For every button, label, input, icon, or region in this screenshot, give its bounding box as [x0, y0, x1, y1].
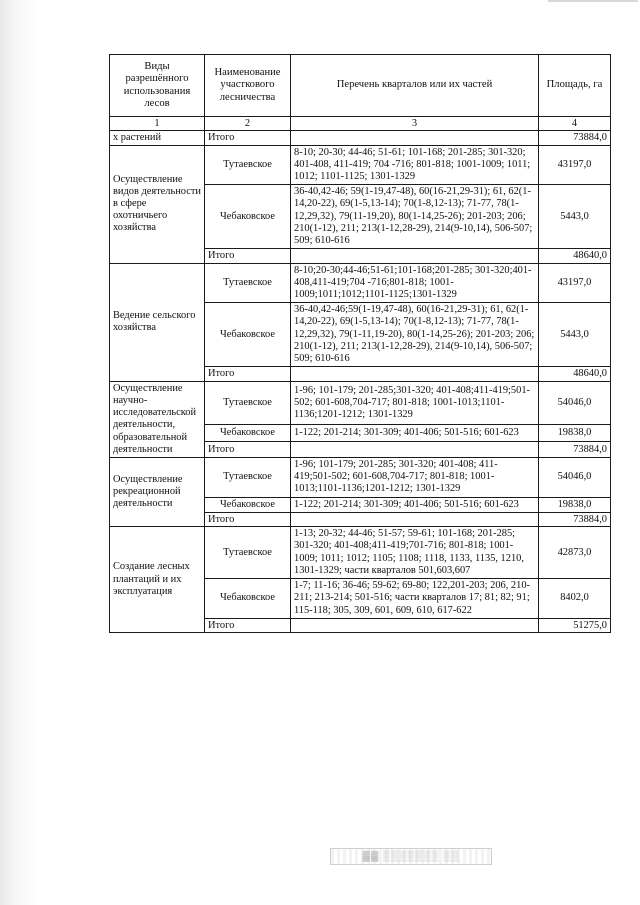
use-kind-cell: Осуществление видов деятельности в сфере охотничьего хозяйства [110, 145, 205, 263]
area-value-cell: 5443,0 [539, 303, 611, 367]
area-value-cell: 19838,0 [539, 425, 611, 442]
table-row [110, 381, 611, 425]
quarters-list-cell: 8-10; 20-30; 44-46; 51-61; 101-168; 201-285; 301-320; 401-408, 411-419; 704 -716; 801-818; 1001-1009; 1011; 1012; 1101-1125; 1301-1329 [291, 145, 539, 185]
column-number-row [110, 117, 611, 131]
area-value-cell: 8402,0 [539, 579, 611, 619]
header-forestry: Наименование участкового лесничества [205, 55, 291, 117]
total-area: 73884,0 [539, 131, 611, 146]
area-value-cell: 19838,0 [539, 497, 611, 512]
quarters-list-cell: 8-10;20-30;44-46;51-61;101-168;201-285; 301-320;401-408,411-419;704 -716;801-818; 1001-1009;1011;1012;1101-1125;1301-1329 [291, 263, 539, 303]
column-number: 3 [291, 117, 539, 131]
total-area: 51275,0 [539, 618, 611, 633]
quarters-list-cell: 1-122; 201-214; 301-309; 401-406; 501-516; 601-623 [291, 425, 539, 442]
total-label: Итого [205, 618, 291, 633]
forestry-name-cell: Тутаевское [205, 263, 291, 303]
header-quarters: Перечень кварталов или их частей [291, 55, 539, 117]
use-kind-cell: Осуществление рекреационной деятельности [110, 457, 205, 526]
total-empty-cell [291, 131, 539, 146]
total-empty-cell [291, 512, 539, 527]
quarters-list-cell: 36-40,42-46;59(1-19,47-48), 60(16-21,29-31); 61, 62(1-14,20-22), 69(1-5,13-14); 70(1-8,12-13); 71-77, 78(1-12,29,32), 79(1-11,19-20), 80(1-14,25-26); 201-203; 206; 210(1-12), 211; 213(1-12,28-29), 214(9-10,14), 506-507; 509; 610-616 [291, 303, 539, 367]
column-number: 2 [205, 117, 291, 131]
area-value-cell: 54046,0 [539, 381, 611, 425]
quarters-list-cell: 36-40,42-46; 59(1-19,47-48), 60(16-21,29-31); 61, 62(1-14,20-22), 69(1-5,13-14); 70(1-8,12-13); 71-77, 78(1-12,29,32), 79(11-19,20), 80(1-14,25-26); 201-203; 206; 210(1-12), 211; 213(1-12,28-29), 214(9-10,14), 506-507; 509; 610-616 [291, 185, 539, 249]
area-value-cell: 54046,0 [539, 457, 611, 497]
total-area: 48640,0 [539, 249, 611, 264]
area-value-cell: 5443,0 [539, 185, 611, 249]
table-row [110, 145, 611, 185]
area-value-cell: 43197,0 [539, 145, 611, 185]
total-row [110, 131, 611, 146]
area-value-cell: 43197,0 [539, 263, 611, 303]
total-label: Итого [205, 249, 291, 264]
quarters-list-cell: 1-13; 20-32; 44-46; 51-57; 59-61; 101-168; 201-285; 301-320; 401-408;411-419;701-716; 801-818; 1001-1009; 1011; 1012; 1105; 1108; 1118, 1133, 1135, 1210, 1301-1329; части кварталов 501,603,607 [291, 527, 539, 579]
use-kind-cell: Ведение сельского хозяйства [110, 263, 205, 381]
forestry-name-cell: Тутаевское [205, 145, 291, 185]
forestry-name-cell: Тутаевское [205, 381, 291, 425]
forestry-name-cell: Чебаковское [205, 579, 291, 619]
use-kind-cell: Осуществление научно-исследовательской деятельности, образовательной деятельности [110, 381, 205, 457]
faint-stamp-mark: ▓▓ ▒▒▒▒▒▒▒ ▒▒ [330, 848, 492, 865]
quarters-list-cell: 1-122; 201-214; 301-309; 401-406; 501-516; 601-623 [291, 497, 539, 512]
forest-use-table [109, 54, 611, 633]
scan-mark [548, 0, 638, 2]
forestry-name-cell: Чебаковское [205, 425, 291, 442]
table-row [110, 263, 611, 303]
forestry-name-cell: Тутаевское [205, 527, 291, 579]
table-row [110, 457, 611, 497]
total-label: Итого [205, 131, 291, 146]
table-row [110, 527, 611, 579]
use-kind-fragment: х растений [110, 131, 205, 146]
scan-shadow [0, 0, 42, 905]
total-area: 48640,0 [539, 367, 611, 382]
header-row [110, 55, 611, 117]
header-area: Площадь, га [539, 55, 611, 117]
forestry-name-cell: Чебаковское [205, 185, 291, 249]
use-kind-cell: Создание лесных плантаций и их эксплуатация [110, 527, 205, 633]
forestry-name-cell: Чебаковское [205, 497, 291, 512]
column-number: 4 [539, 117, 611, 131]
area-value-cell: 42873,0 [539, 527, 611, 579]
quarters-list-cell: 1-96; 101-179; 201-285; 301-320; 401-408; 411-419;501-502; 601-608,704-717; 801-818; 1001-1013;1101-1136;1201-1212; 1301-1329 [291, 457, 539, 497]
total-empty-cell [291, 249, 539, 264]
header-use-kind: Виды разрешённого использования лесов [110, 55, 205, 117]
quarters-list-cell: 1-7; 11-16; 36-46; 59-62; 69-80; 122,201-203; 206, 210-211; 213-214; 501-516; части кварталов 17; 81; 82; 91; 115-118; 305, 309, 601, 609, 610, 617-622 [291, 579, 539, 619]
use-groups [110, 145, 611, 633]
forestry-name-cell: Чебаковское [205, 303, 291, 367]
total-area: 73884,0 [539, 442, 611, 458]
column-number: 1 [110, 117, 205, 131]
total-empty-cell [291, 367, 539, 382]
total-label: Итого [205, 442, 291, 458]
total-empty-cell [291, 618, 539, 633]
total-label: Итого [205, 367, 291, 382]
total-label: Итого [205, 512, 291, 527]
forestry-name-cell: Тутаевское [205, 457, 291, 497]
total-area: 73884,0 [539, 512, 611, 527]
total-empty-cell [291, 442, 539, 458]
quarters-list-cell: 1-96; 101-179; 201-285;301-320; 401-408;411-419;501-502; 601-608,704-717; 801-818; 1001-1013;1101-1136;1201-1212; 1301-1329 [291, 381, 539, 425]
